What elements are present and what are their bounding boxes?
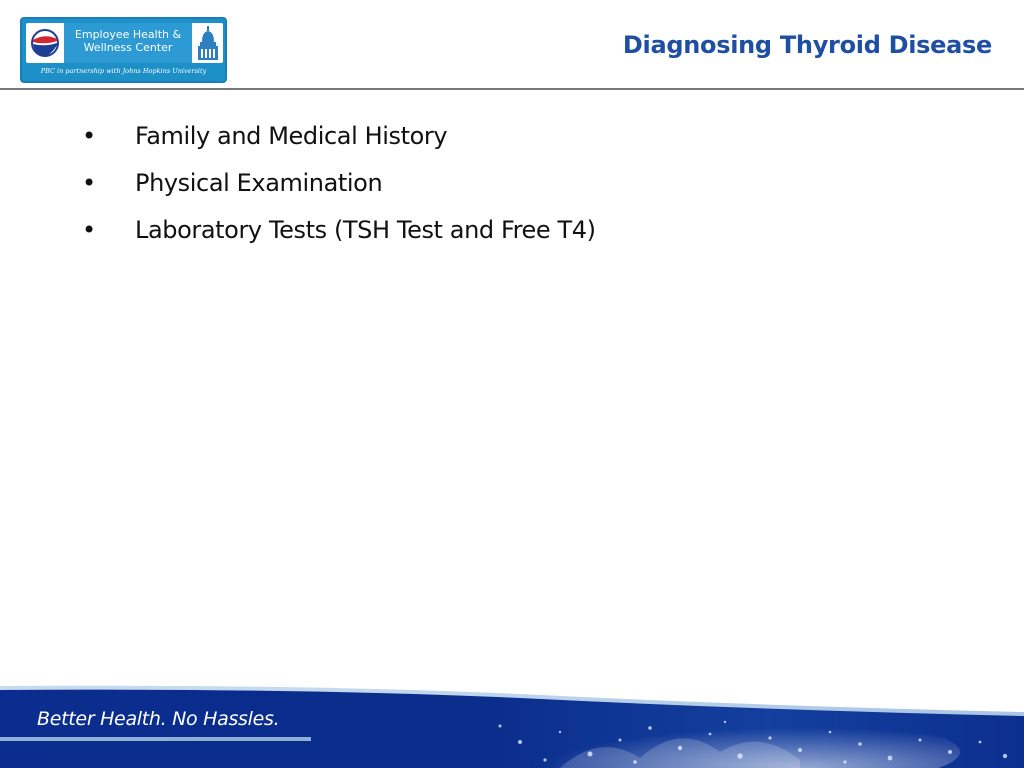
logo — [20, 17, 227, 83]
page-title: Diagnosing Thyroid Disease — [622, 31, 992, 59]
dome-building-icon — [194, 26, 222, 62]
bullet-text: Physical Examination — [135, 169, 383, 197]
logo-panel — [26, 23, 223, 63]
footer-underline — [0, 737, 311, 741]
logo-tagline: PBC in partnership with Johns Hopkins University — [40, 67, 207, 75]
bullet-marker: • — [82, 122, 97, 150]
footer-slogan: Better Health. No Hassles. — [37, 708, 280, 730]
logo-name — [64, 28, 192, 54]
bullet-text: Family and Medical History — [135, 122, 448, 150]
bullet-text: Laboratory Tests (TSH Test and Free T4) — [135, 216, 596, 244]
footer-banner — [0, 682, 1024, 768]
logo-name-line1: Employee Health & — [74, 28, 182, 41]
logo-name-line2: Wellness Center — [83, 41, 173, 54]
header-divider — [0, 88, 1024, 90]
bullet-marker: • — [82, 169, 97, 197]
pepsi-globe-icon — [31, 29, 59, 57]
bullet-marker: • — [82, 216, 97, 244]
